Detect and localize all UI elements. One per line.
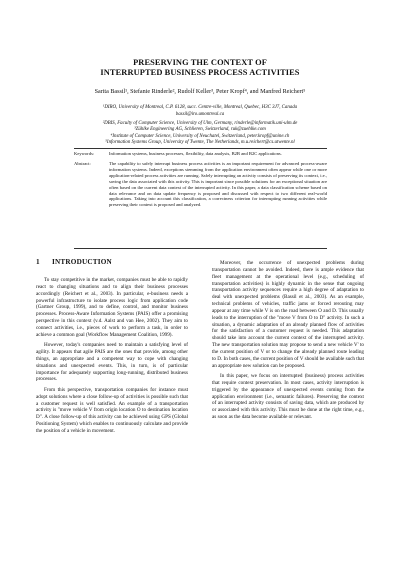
title-line-2: INTERRUPTED BUSINESS PROCESS ACTIVITIES (100, 68, 300, 77)
author-list: Sarita Bassil¹, Stefanie Rinderle², Rudolf Keller³, Peter Kropf⁴, and Manfred Reichert⁵ (94, 89, 306, 95)
affiliation-5: ⁵Information Systems Group, University of Twente, The Netherlands, m.u.reichert@cs.utwente.nl (105, 140, 295, 146)
top-divider (74, 148, 327, 149)
abstract-text: The capability to safely interrupt business process activities is an important requirement for advanced process-aware information systems. Indeed, exceptions stemming from the application environment often appear while one or more application-related process activities are running. Safely interrupting an activity consists of preserving its context, i.e., saving the data associated with this activity. This is important since possible solutions for an exceptional situation are often based on the current data context of the interrupted activity. In this paper, a data classification scheme based on data relevance and on data update frequency is proposed and discussed with respect to two different real-world applications. Taking into account this classification, a correctness criterion for interrupting running activities while preserving their context is proposed and analyzed. (109, 161, 327, 208)
affiliations (40, 105, 360, 147)
affiliation-1-email: bassil@iro.umontreal.ca (175, 111, 225, 117)
affiliation-1: ¹DIRO, University of Montreal, C.P. 6128, succ. Centre-ville, Montreal, Quebec, H3C 3J7, Canada (102, 105, 298, 110)
keywords-text: Information systems, business processes, flexibility, data analysis, B2B and B2C applications. (109, 151, 282, 156)
paragraph: To stay competitive in the market, companies must be able to rapidly react to changing situations and to align their business processes accordingly (Reichert et al., 2003). In particular, e-business needs a powerful infrastructure to isolate process logic from application code (Gartner Group, 1999), and to define, control, and monitor business processes. Process-Aware Information Systems (PAIS) offer a promising perspective in this context (v.d. Aalst and van Hee, 2002). They aim to connect activities, i.e., pieces of work to perform a task, in order to achieve a common goal (Workflow Management Coalition, 1999). (36, 277, 188, 338)
section-heading (36, 258, 112, 266)
paragraph: However, today's companies need to maintain a satisfying level of agility. It appears that agile PAIS are the ones that provide, among other things, an appropriate and a competent way to cope with changing situations and unexpected events. This, in turn, is of particular importance for adequately supporting long-running, distributed business processes. (36, 342, 188, 383)
bottom-divider (74, 248, 327, 249)
paper-title (40, 58, 360, 78)
paragraph: In this paper, we focus on interrupted (business) process activities that require context preservation. In most cases, activity interruption is triggered by the appearance of unexpected events coming from the application environment (i.e., semantic failures). Preserving the context of an interrupted activity consists of saving data, which are produced by or associated with this activity. This must be done at the right time, e.g., as soon as the data become available or relevant. (212, 373, 364, 421)
keywords-label: Keywords: (74, 151, 95, 156)
affiliation-2: ²DBIS, Faculty of Computer Science, University of Ulm, Germany, rinderle@informatik.uni-ulm.de (102, 120, 298, 126)
affiliation-3: ³Zühlke Engineering AG, Schlieren, Switzerland, ruk@zuehlke.com (134, 127, 266, 133)
paragraph: From this perspective, transportation companies for instance must adopt solutions where a close follow-up of activities is possible such that a customer request is well satisfied. An example of a transportation activity is "move vehicle V from origin location O to destination location D". A close follow-up of this activity can be achieved using GPS (Global Positioning System) which enables to continuously calculate and provide the position of a vehicle in movement. (36, 386, 188, 434)
left-column (36, 277, 188, 438)
section-number: 1 (36, 258, 40, 266)
paragraph: Moreover, the occurrence of unexpected problems during transportation cannot be avoided. Indeed, there is ample evidence that fleet management at the operational level (e.g., scheduling of transportation activities) is highly dynamic in the sense that ongoing transportation activity sequences require a high degree of adaptation to deal with unexpected problems (Bassil et al., 2003). As an example, technical problems of vehicles, traffic jams or forced rerouting may appear at any time while V is on the road between O and D. This usually leads to the interruption of the "move V from O to D" activity. In such a situation, a dynamic adaptation of an already planned flow of activities for the satisfaction of a customer request is needed. This adaptation should take into account the current context of the interrupted activity. The new transportation solution may propose to send a new vehicle V' to the current position of V or to change the already planned route leading to D. In both cases, the current position of V should be available such that an appropriate new solution can be proposed. (212, 260, 364, 369)
title-line-1: PRESERVING THE CONTEXT OF (133, 58, 267, 67)
affiliation-4: ⁴Institute of Computer Science, University of Neuchatel, Switzerland, peter.kropf@unine.ch (110, 133, 290, 139)
right-column (212, 260, 364, 425)
section-title: INTRODUCTION (52, 258, 112, 266)
abstract-label: Abstract: (74, 161, 91, 166)
